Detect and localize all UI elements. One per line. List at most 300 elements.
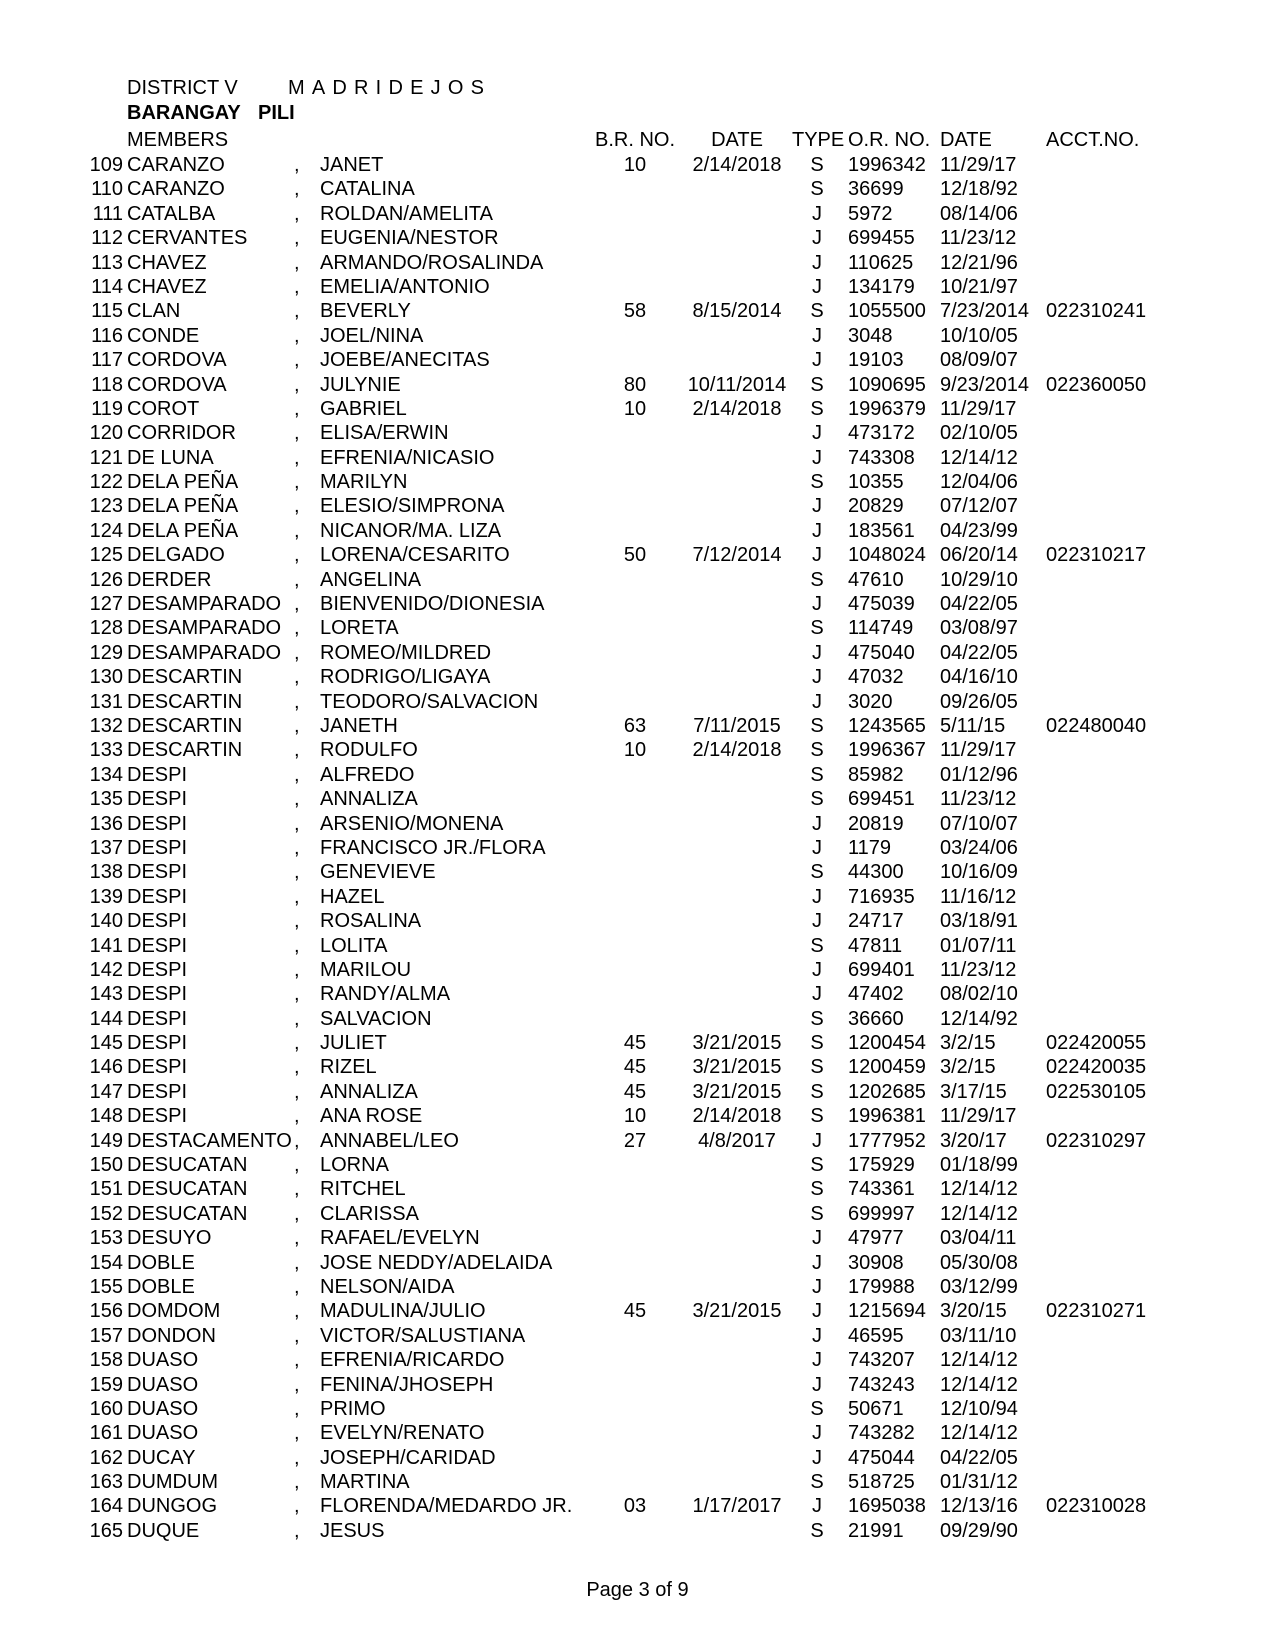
br-no-cell [588, 958, 682, 982]
table-row [0, 1421, 1275, 1445]
br-no-cell [588, 446, 682, 470]
br-date-cell: 2/14/2018 [692, 397, 782, 420]
member-surname: DESPI [127, 1105, 188, 1128]
member-given-names: EMELIA/ANTONIO [320, 275, 490, 298]
or-date-cell: 12/14/12 [940, 1373, 1018, 1396]
type-cell: J [812, 1227, 822, 1250]
member-given-names: ROLDAN/AMELITA [320, 202, 493, 225]
member-number: 135 [89, 788, 123, 811]
br-date-cell [682, 860, 792, 884]
member-given-names: JULIET [320, 1032, 387, 1055]
br-date-cell [682, 665, 792, 689]
member-surname: CORDOVA [127, 349, 227, 372]
or-date-cell: 09/29/90 [940, 1519, 1018, 1542]
or-no-cell: 473172 [848, 422, 915, 445]
table-row [0, 470, 1275, 494]
member-surname: DESPI [127, 910, 188, 933]
member-surname: DESUYO [127, 1227, 212, 1250]
or-date-cell: 11/23/12 [940, 958, 1017, 981]
or-no-cell: 20819 [848, 812, 904, 835]
acct-no-cell [1040, 494, 1166, 518]
member-surname: DESCARTIN [127, 690, 243, 713]
table-row [0, 1055, 1275, 1079]
or-date-cell: 11/29/17 [940, 397, 1017, 420]
member-number: 112 [91, 227, 123, 250]
type-cell: J [812, 251, 822, 274]
or-no-cell: 1048024 [848, 544, 926, 567]
or-date-cell: 3/20/17 [940, 1129, 1007, 1152]
member-surname: DESPI [127, 763, 188, 786]
br-date-cell [682, 177, 792, 201]
name-separator: , [294, 1251, 300, 1274]
member-surname: DUASO [127, 1349, 199, 1372]
name-separator: , [294, 690, 300, 713]
br-no-cell [588, 787, 682, 811]
or-no-cell: 1200459 [848, 1056, 926, 1079]
member-surname: DELA PEÑA [127, 519, 239, 542]
member-surname: DESPI [127, 1080, 188, 1103]
acct-no-cell [1040, 982, 1166, 1006]
member-given-names: SALVACION [320, 1007, 432, 1030]
or-date-cell: 3/20/15 [940, 1300, 1007, 1323]
or-date-cell: 02/10/05 [940, 422, 1018, 445]
acct-no-cell [1040, 226, 1166, 250]
or-date-cell: 03/18/91 [940, 910, 1018, 933]
member-number: 116 [91, 324, 123, 347]
acct-no-cell [1040, 1421, 1166, 1445]
or-date-cell: 10/16/09 [940, 861, 1018, 884]
br-date-cell [682, 1251, 792, 1275]
member-number: 122 [89, 471, 123, 494]
or-no-cell: 179988 [848, 1275, 915, 1298]
table-row [0, 690, 1275, 714]
name-separator: , [294, 251, 300, 274]
name-separator: , [294, 812, 300, 835]
acct-no-cell: 022310241 [1046, 300, 1147, 323]
member-surname: DUASO [127, 1422, 199, 1445]
br-no-cell [588, 1470, 682, 1494]
table-row [0, 1226, 1275, 1250]
member-number: 153 [89, 1227, 123, 1250]
br-no-cell [588, 1251, 682, 1275]
or-no-cell: 1215694 [848, 1300, 926, 1323]
table-row [0, 763, 1275, 787]
or-no-cell: 475039 [848, 593, 915, 616]
or-date-cell: 06/20/14 [940, 544, 1018, 567]
br-date-cell: 8/15/2014 [692, 300, 782, 323]
acct-no-cell [1040, 348, 1166, 372]
member-given-names: JOSE NEDDY/ADELAIDA [320, 1251, 553, 1274]
br-no-cell [588, 1348, 682, 1372]
member-surname: DESPI [127, 1032, 188, 1055]
br-no-cell: 45 [623, 1056, 647, 1079]
br-date-cell [682, 787, 792, 811]
br-date-cell [682, 885, 792, 909]
name-separator: , [294, 1495, 300, 1518]
member-given-names: PRIMO [320, 1397, 386, 1420]
br-no-cell [588, 641, 682, 665]
type-cell: S [810, 1519, 824, 1542]
br-date-cell [682, 1519, 792, 1543]
br-no-cell [588, 519, 682, 543]
name-separator: , [294, 739, 300, 762]
or-no-cell: 47977 [848, 1227, 904, 1250]
br-no-cell [588, 1421, 682, 1445]
barangay-label: BARANGAY [127, 102, 241, 124]
or-no-cell: 699997 [848, 1202, 915, 1225]
br-no-cell [588, 421, 682, 445]
name-separator: , [294, 519, 300, 542]
or-date-cell: 11/23/12 [940, 227, 1017, 250]
members-table [0, 153, 1275, 1543]
br-no-cell [588, 592, 682, 616]
member-surname: DESPI [127, 983, 188, 1006]
table-row [0, 1177, 1275, 1201]
member-surname: DESPI [127, 1007, 188, 1030]
table-row [0, 202, 1275, 226]
or-no-cell: 743207 [848, 1349, 915, 1372]
member-number: 132 [89, 714, 123, 737]
name-separator: , [294, 178, 300, 201]
type-cell: J [812, 519, 822, 542]
acct-no-cell [1040, 641, 1166, 665]
br-date-cell [682, 1470, 792, 1494]
acct-no-cell [1040, 1226, 1166, 1250]
member-surname: DELA PEÑA [127, 495, 239, 518]
column-header-members: MEMBERS [127, 129, 229, 151]
table-row [0, 1446, 1275, 1470]
member-surname: CLAN [127, 300, 181, 323]
br-no-cell [588, 202, 682, 226]
member-surname: DUASO [127, 1397, 199, 1420]
or-date-cell: 04/22/05 [940, 593, 1018, 616]
member-given-names: RODRIGO/LIGAYA [320, 666, 491, 689]
member-surname: DESUCATAN [127, 1178, 248, 1201]
member-given-names: ARSENIO/MONENA [320, 812, 504, 835]
member-number: 164 [89, 1495, 123, 1518]
type-cell: J [812, 1422, 822, 1445]
type-cell: J [812, 812, 822, 835]
member-number: 128 [89, 617, 123, 640]
or-no-cell: 475044 [848, 1446, 915, 1469]
br-date-cell [682, 348, 792, 372]
or-date-cell: 11/29/17 [940, 154, 1017, 176]
member-given-names: ANA ROSE [320, 1105, 423, 1128]
name-separator: , [294, 1105, 300, 1128]
br-date-cell: 3/21/2015 [692, 1032, 782, 1055]
br-no-cell: 45 [623, 1300, 647, 1323]
or-no-cell: 1996381 [848, 1105, 926, 1128]
acct-no-cell [1040, 763, 1166, 787]
or-date-cell: 01/31/12 [940, 1471, 1018, 1494]
br-no-cell: 80 [623, 373, 647, 396]
member-number: 163 [89, 1471, 123, 1494]
or-no-cell: 5972 [848, 202, 893, 225]
name-separator: , [294, 154, 300, 176]
type-cell: S [810, 1154, 824, 1177]
member-surname: DUQUE [127, 1519, 200, 1542]
name-separator: , [294, 324, 300, 347]
table-row [0, 421, 1275, 445]
member-surname: CERVANTES [127, 227, 248, 250]
member-number: 120 [89, 422, 123, 445]
br-date-cell [682, 421, 792, 445]
or-no-cell: 1777952 [848, 1129, 926, 1152]
or-no-cell: 1695038 [848, 1495, 926, 1518]
member-surname: DOBLE [127, 1251, 195, 1274]
type-cell: S [810, 178, 824, 201]
br-date-cell: 3/21/2015 [692, 1300, 782, 1323]
or-date-cell: 12/14/92 [940, 1007, 1018, 1030]
member-given-names: FLORENDA/MEDARDO JR. [320, 1495, 573, 1518]
member-number: 155 [89, 1275, 123, 1298]
or-date-cell: 03/24/06 [940, 836, 1018, 859]
table-row [0, 738, 1275, 762]
member-surname: DESAMPARADO [127, 593, 282, 616]
or-date-cell: 01/18/99 [940, 1154, 1018, 1177]
member-number: 146 [89, 1056, 123, 1079]
name-separator: , [294, 1007, 300, 1030]
name-separator: , [294, 1422, 300, 1445]
table-row [0, 1494, 1275, 1518]
or-no-cell: 85982 [848, 763, 904, 786]
or-date-cell: 12/14/12 [940, 1202, 1018, 1225]
name-separator: , [294, 1154, 300, 1177]
acct-no-cell [1040, 1470, 1166, 1494]
name-separator: , [294, 910, 300, 933]
table-row [0, 519, 1275, 543]
member-given-names: LOLITA [320, 934, 388, 957]
or-no-cell: 110625 [848, 251, 914, 274]
br-no-cell: 10 [623, 739, 647, 762]
br-date-cell [682, 616, 792, 640]
br-no-cell: 45 [623, 1032, 647, 1055]
or-date-cell: 04/16/10 [940, 666, 1018, 689]
table-row [0, 1397, 1275, 1421]
column-header-spacer [78, 128, 123, 152]
member-given-names: ROSALINA [320, 910, 422, 933]
member-given-names: ALFREDO [320, 763, 415, 786]
or-date-cell: 9/23/2014 [940, 373, 1029, 396]
name-separator: , [294, 275, 300, 298]
member-number: 113 [91, 251, 123, 274]
member-number: 124 [89, 519, 123, 542]
or-no-cell: 1996379 [848, 397, 926, 420]
column-header-or-no: O.R. NO. [848, 129, 931, 151]
br-no-cell [588, 177, 682, 201]
member-surname: DUNGOG [127, 1495, 217, 1518]
br-date-cell: 1/17/2017 [692, 1495, 782, 1518]
name-separator: , [294, 397, 300, 420]
member-given-names: MADULINA/JULIO [320, 1300, 486, 1323]
member-number: 161 [89, 1422, 123, 1445]
table-row [0, 934, 1275, 958]
acct-no-cell [1040, 1007, 1166, 1031]
member-surname: DE LUNA [127, 446, 214, 469]
member-number: 129 [89, 641, 123, 664]
br-date-cell [682, 934, 792, 958]
acct-no-cell [1040, 1104, 1166, 1128]
table-row [0, 251, 1275, 275]
member-given-names: JANET [320, 154, 384, 176]
or-date-cell: 3/2/15 [940, 1032, 996, 1055]
name-separator: , [294, 885, 300, 908]
type-cell: S [810, 617, 824, 640]
acct-no-cell [1040, 1275, 1166, 1299]
or-date-cell: 7/23/2014 [940, 300, 1029, 323]
br-date-cell: 2/14/2018 [692, 1105, 782, 1128]
or-no-cell: 10355 [848, 471, 904, 494]
name-separator: , [294, 1032, 300, 1055]
or-date-cell: 08/09/07 [940, 349, 1018, 372]
member-surname: DUCAY [127, 1446, 196, 1469]
or-no-cell: 1200454 [848, 1032, 926, 1055]
acct-no-cell [1040, 1153, 1166, 1177]
or-no-cell: 743243 [848, 1373, 915, 1396]
column-header-acct-no: ACCT.NO. [1046, 129, 1140, 151]
acct-no-cell [1040, 275, 1166, 299]
br-no-cell: 58 [623, 300, 647, 323]
member-given-names: ANGELINA [320, 568, 422, 591]
acct-no-cell [1040, 812, 1166, 836]
acct-no-cell [1040, 251, 1166, 275]
member-surname: CONDE [127, 324, 200, 347]
member-surname: DOMDOM [127, 1300, 221, 1323]
br-date-cell: 3/21/2015 [692, 1056, 782, 1079]
member-number: 141 [89, 934, 123, 957]
name-separator: , [294, 1471, 300, 1494]
member-given-names: VICTOR/SALUSTIANA [320, 1324, 526, 1347]
acct-no-cell [1040, 836, 1166, 860]
br-no-cell [588, 1373, 682, 1397]
member-number: 131 [89, 690, 123, 713]
or-no-cell: 518725 [848, 1471, 915, 1494]
member-given-names: ELESIO/SIMPRONA [320, 495, 505, 518]
table-row [0, 373, 1275, 397]
member-number: 133 [89, 739, 123, 762]
acct-no-cell [1040, 1202, 1166, 1226]
br-no-cell [588, 982, 682, 1006]
member-given-names: ANNALIZA [320, 788, 418, 811]
member-surname: DESPI [127, 934, 188, 957]
or-no-cell: 743308 [848, 446, 915, 469]
br-date-cell [682, 226, 792, 250]
member-surname: DESPI [127, 788, 188, 811]
member-given-names: BIENVENIDO/DIONESIA [320, 593, 545, 616]
or-no-cell: 47032 [848, 666, 904, 689]
name-separator: , [294, 544, 300, 567]
name-separator: , [294, 202, 300, 225]
type-cell: J [812, 690, 822, 713]
or-date-cell: 5/11/15 [940, 714, 1006, 737]
type-cell: J [812, 324, 822, 347]
member-given-names: LORETA [320, 617, 399, 640]
or-date-cell: 3/2/15 [940, 1056, 996, 1079]
br-no-cell [588, 909, 682, 933]
type-cell: S [810, 471, 824, 494]
br-no-cell [588, 934, 682, 958]
table-row [0, 641, 1275, 665]
member-number: 158 [89, 1349, 123, 1372]
name-separator: , [294, 1397, 300, 1420]
table-row [0, 714, 1275, 738]
member-given-names: TEODORO/SALVACION [320, 690, 539, 713]
br-date-cell [682, 568, 792, 592]
name-separator: , [294, 300, 300, 323]
br-date-cell [682, 446, 792, 470]
member-given-names: NELSON/AIDA [320, 1275, 455, 1298]
member-number: 142 [89, 958, 123, 981]
name-separator: , [294, 714, 300, 737]
acct-no-cell: 022480040 [1046, 714, 1147, 737]
type-cell: S [810, 1032, 824, 1055]
name-separator: , [294, 446, 300, 469]
acct-no-cell [1040, 397, 1166, 421]
acct-no-cell [1040, 690, 1166, 714]
or-no-cell: 1179 [848, 836, 892, 859]
type-cell: J [812, 1251, 822, 1274]
acct-no-cell [1040, 592, 1166, 616]
or-no-cell: 47811 [848, 934, 903, 957]
acct-no-cell: 022310217 [1046, 544, 1147, 567]
acct-no-cell [1040, 958, 1166, 982]
table-row [0, 958, 1275, 982]
name-separator: , [294, 1080, 300, 1103]
table-row [0, 348, 1275, 372]
page-number: Page 3 of 9 [586, 1579, 689, 1601]
or-no-cell: 699401 [848, 958, 915, 981]
or-date-cell: 3/17/15 [940, 1080, 1007, 1103]
acct-no-cell [1040, 446, 1166, 470]
member-given-names: FENINA/JHOSEPH [320, 1373, 494, 1396]
member-number: 123 [89, 495, 123, 518]
or-date-cell: 11/29/17 [940, 1105, 1017, 1128]
br-no-cell [588, 1153, 682, 1177]
acct-no-cell [1040, 153, 1166, 177]
type-cell: S [810, 934, 824, 957]
table-row [0, 1129, 1275, 1153]
member-surname: DESAMPARADO [127, 641, 282, 664]
member-number: 119 [91, 397, 123, 420]
table-row [0, 543, 1275, 567]
member-surname: COROT [127, 397, 200, 420]
member-number: 134 [89, 763, 123, 786]
or-date-cell: 12/18/92 [940, 178, 1018, 201]
type-cell: S [810, 154, 824, 176]
name-separator: , [294, 1275, 300, 1298]
table-row [0, 226, 1275, 250]
member-number: 160 [89, 1397, 123, 1420]
type-cell: J [812, 1373, 822, 1396]
member-surname: CHAVEZ [127, 275, 207, 298]
br-date-cell [682, 1007, 792, 1031]
or-date-cell: 03/04/11 [940, 1227, 1017, 1250]
or-date-cell: 07/12/07 [940, 495, 1018, 518]
member-surname: DELA PEÑA [127, 471, 239, 494]
br-date-cell: 2/14/2018 [692, 154, 782, 176]
column-header-type: TYPE [792, 129, 845, 151]
br-date-cell [682, 1397, 792, 1421]
municipality-name: MADRIDEJOS [288, 77, 492, 99]
name-separator: , [294, 1300, 300, 1323]
br-no-cell [588, 690, 682, 714]
barangay-line [0, 101, 1275, 125]
or-date-cell: 08/02/10 [940, 983, 1018, 1006]
or-date-cell: 10/29/10 [940, 568, 1018, 591]
member-number: 152 [89, 1202, 123, 1225]
member-given-names: MARTINA [320, 1471, 410, 1494]
br-no-cell [588, 812, 682, 836]
